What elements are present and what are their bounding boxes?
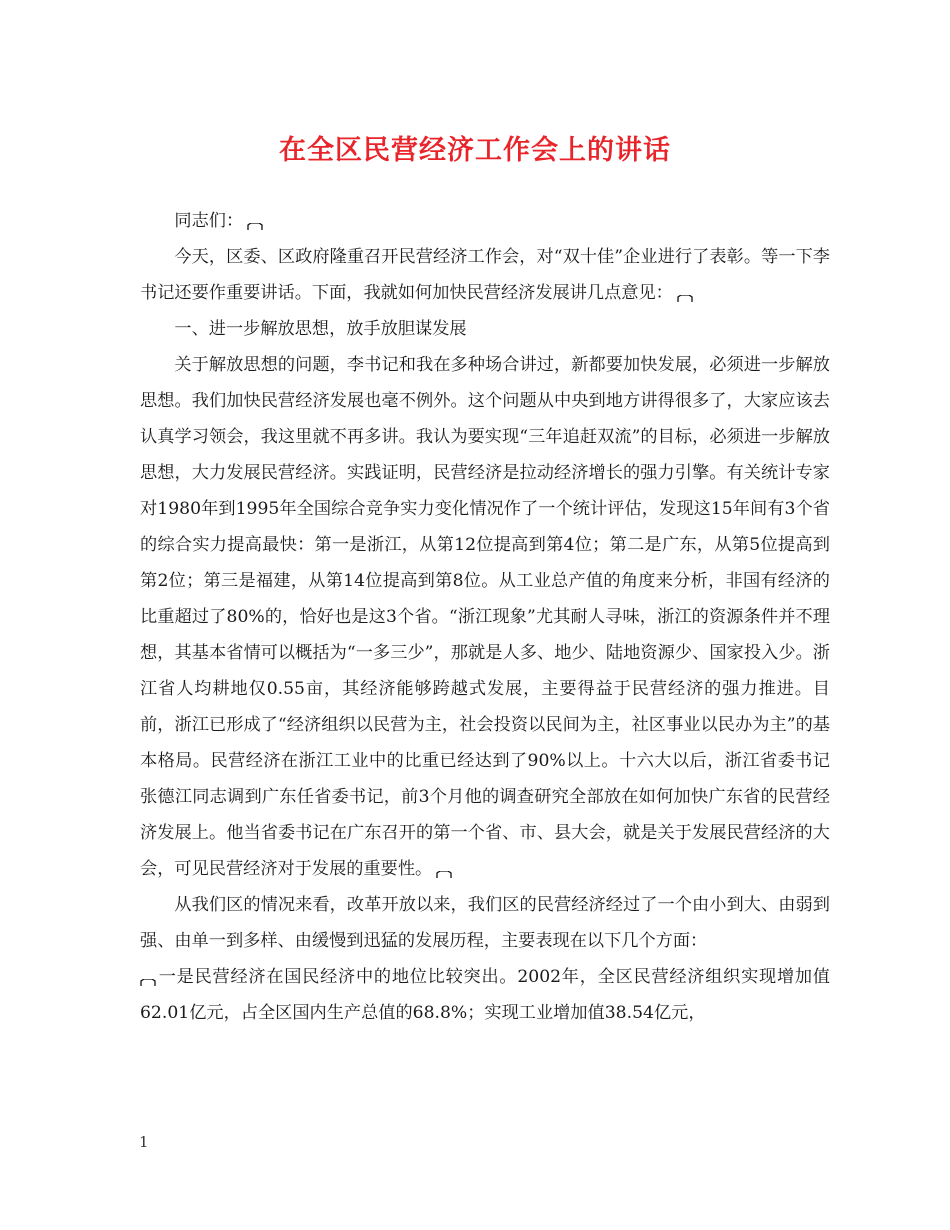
document-body: [140, 203, 830, 1031]
paragraph-text: 同志们：: [174, 211, 244, 231]
paragraph-mark-icon: [140, 979, 156, 986]
paragraph-district: 从我们区的情况来看，改革开放以来，我们区的民营经济经过了一个由小到大、由弱到强、由单一到多样、由缓慢到迅猛的发展历程，主要表现在以下几个方面：: [140, 895, 830, 951]
paragraph-mark-icon: [677, 295, 693, 302]
section-heading: 一、进一步解放思想，放手放胆谋发展: [174, 319, 467, 339]
paragraph-opening: [140, 239, 830, 311]
document-title: 在全区民营经济工作会上的讲话: [279, 135, 671, 166]
paragraph-mark-icon: [247, 223, 263, 230]
paragraph-point-one: [140, 959, 830, 1031]
paragraph-liberation: [140, 347, 830, 887]
paragraph-text: 今天，区委、区政府隆重召开民营经济工作会，对“双十佳”企业进行了表彰。等一下李书记还要作重要讲话。下面，我就如何加快民营经济发展讲几点意见：: [140, 247, 830, 303]
paragraph-text: 一是民营经济在国民经济中的地位比较突出。2002年，全区民营经济组织实现增加值62.01亿元，占全区国内生产总值的68.8%；实现工业增加值38.54亿元，: [140, 967, 830, 1023]
paragraph-salutation: [140, 203, 830, 239]
paragraph-mark-icon: [436, 871, 452, 878]
page-number: 1: [139, 1133, 149, 1151]
paragraph-text: 关于解放思想的问题，李书记和我在多种场合讲过，新都要加快发展，必须进一步解放思想。我们加快民营经济发展也毫不例外。这个问题从中央到地方讲得很多了，大家应该去认真学习领会，我这里就不再多讲。我认为要实现“三年追赶双流”的目标，必须进一步解放思想，大力发展民营经济。实践证明，民营经济是拉动经济增长的强力引擎。有关统计专家对1980年到1995年全国综合竞争实力变化情况作了一个统计评估，发现这15年间有3个省的综合实力提高最快：第一是浙江，从第12位提高到第4位；第二是广东，从第5位提高到第2位；第三是福建，从第14位提高到第8位。从工业总产值的角度来分析，非国有经济的比重超过了80%的，恰好也是这3个省。“浙江现象”尤其耐人寻味，浙江的资源条件并不理想，其基本省情可以概括为“一多三少”，那就是人多、地少、陆地资源少、国家投入少。浙江省人均耕地仅0.55亩，其经济能够跨越式发展，主要得益于民营经济的强力推进。目前，浙江已形成了“经济组织以民营为主，社会投资以民间为主，社区事业以民办为主”的基本格局。民营经济在浙江工业中的比重已经达到了90%以上。十六大以后，浙江省委书记张德江同志调到广东任省委书记，前3个月他的调查研究全部放在如何加快广东省的民营经济发展上。他当省委书记在广东召开的第一个省、市、县大会，就是关于发展民营经济的大会，可见民营经济对于发展的重要性。: [140, 355, 830, 879]
